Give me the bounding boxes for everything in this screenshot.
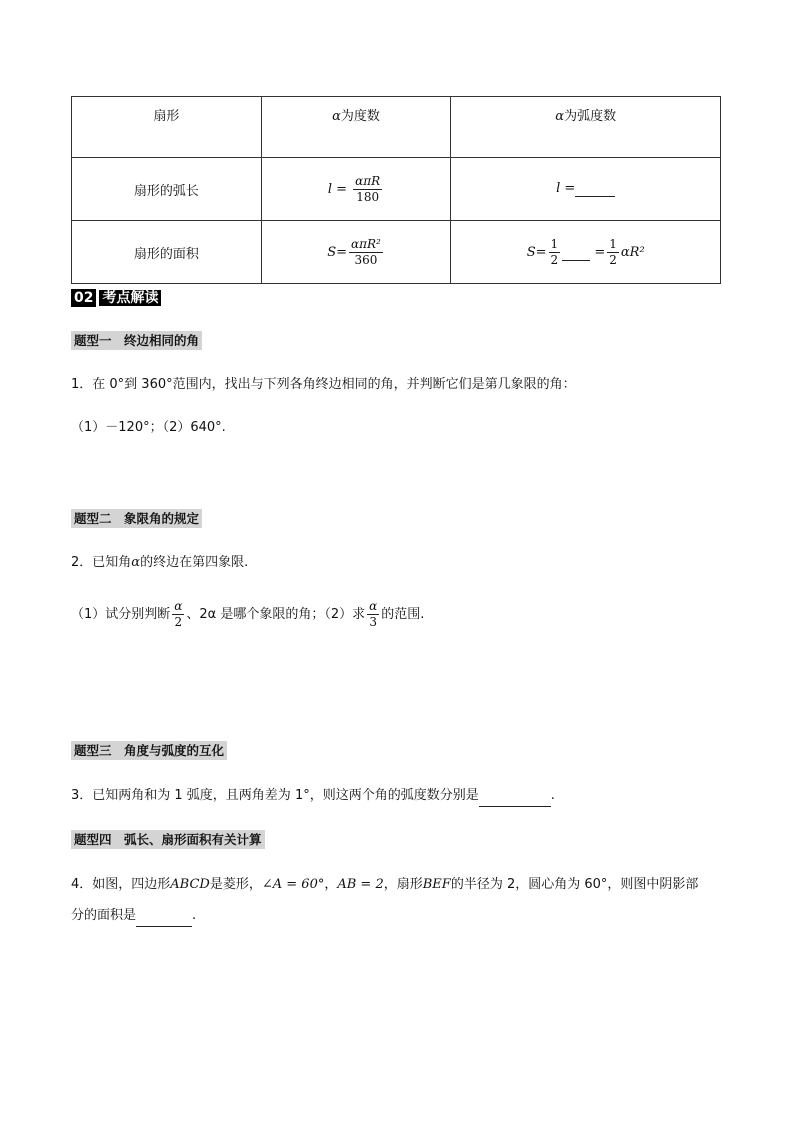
fraction	[367, 599, 379, 630]
question-4-line-2	[71, 906, 196, 927]
fraction-denominator: 2	[609, 252, 617, 267]
fraction	[549, 237, 561, 268]
alpha-symbol: α	[131, 555, 141, 570]
q2-sub-text-1: （1）试分别判断	[71, 607, 171, 622]
equals-sign: =	[594, 244, 606, 260]
question-3-text	[71, 786, 555, 807]
header-degree-text: 为度数	[340, 109, 380, 124]
q4-sep: ，	[324, 877, 338, 892]
row-label-arc: 扇形的弧长	[72, 158, 262, 221]
question-type-tag-3: 题型三 角度与弧度的互化	[71, 741, 227, 760]
sector-formula-table	[71, 96, 721, 284]
formula-tail: αR²	[620, 244, 645, 260]
fraction-numerator: 1	[550, 236, 559, 251]
fraction-denominator: 2	[550, 252, 559, 267]
fraction-denominator: 180	[356, 189, 380, 204]
table-header-row	[72, 97, 721, 158]
arc-radian-formula	[451, 158, 721, 221]
section-title: 考点解读	[99, 290, 161, 306]
formula-lhs: S=	[327, 244, 348, 260]
fraction	[172, 599, 184, 630]
table-row-area	[72, 221, 721, 284]
q4-angle: ∠A = 60°	[261, 877, 325, 892]
fraction	[353, 174, 382, 205]
q4-bef: BEF	[422, 877, 451, 892]
fraction-numerator: α	[174, 599, 183, 613]
header-radian-text: 为弧度数	[564, 109, 617, 124]
question-1-subparts: （1）－120°；（2）640°.	[71, 420, 226, 435]
q4-text-b: 是菱形，	[209, 877, 262, 892]
header-sector: 扇形	[72, 97, 262, 158]
fraction-numerator: απR	[355, 173, 381, 188]
alpha-symbol: α	[555, 109, 565, 124]
header-degree	[261, 97, 451, 158]
fraction-denominator: 3	[369, 615, 378, 629]
q2-sub-text-2: 、2α 是哪个象限的角；（2）求	[186, 607, 366, 622]
header-radian	[451, 97, 721, 158]
answer-blank	[136, 906, 192, 927]
q4-end: .	[192, 908, 197, 923]
formula-lhs: S=	[526, 244, 547, 260]
area-degree-formula	[261, 221, 451, 284]
question-type-tag-4: 题型四 弧长、扇形面积有关计算	[71, 830, 265, 849]
formula-lhs: l =	[327, 181, 348, 197]
q4-text-c: ，扇形	[383, 877, 423, 892]
answer-blank	[479, 786, 551, 807]
answer-blank	[562, 245, 590, 261]
fraction-numerator: απR²	[351, 236, 381, 251]
section-number: 02	[71, 289, 96, 307]
row-label-area: 扇形的面积	[72, 221, 262, 284]
q2-text-b: 的终边在第四象限.	[140, 555, 249, 570]
q4-text-a: 4．如图，四边形	[71, 877, 171, 892]
q4-text-d: 的半径为 2，圆心角为 60°，则图中阴影部	[450, 877, 699, 892]
arc-degree-formula	[261, 158, 451, 221]
question-4-line-1	[71, 875, 698, 895]
question-2-text	[71, 553, 248, 573]
answer-blank	[575, 181, 615, 197]
fraction	[607, 237, 619, 268]
question-type-tag-1: 题型一 终边相同的角	[71, 331, 202, 350]
q4-ab: AB = 2	[337, 877, 384, 892]
fraction-denominator: 2	[174, 615, 183, 629]
fraction-numerator: α	[369, 599, 378, 613]
q4-abcd: ABCD	[170, 877, 210, 892]
q3-text: 3．已知两角和为 1 弧度，且两角差为 1°，则这两个角的弧度数分别是	[71, 788, 479, 803]
question-2-subparts	[71, 599, 424, 630]
area-radian-formula	[451, 221, 721, 284]
alpha-symbol: α	[332, 109, 341, 124]
fraction	[349, 237, 383, 268]
table-row-arc-length	[72, 158, 721, 221]
question-type-tag-2: 题型二 象限角的规定	[71, 509, 202, 528]
formula-lhs: l =	[556, 181, 576, 196]
q2-sub-text-3: 的范围.	[381, 607, 425, 622]
q2-text-a: 2．已知角	[71, 555, 132, 570]
q3-end: .	[550, 788, 555, 803]
fraction-numerator: 1	[609, 236, 617, 251]
q4-line2-text: 分的面积是	[71, 908, 137, 923]
fraction-denominator: 360	[354, 252, 378, 267]
question-1-text: 1．在 0°到 360°范围内，找出与下列各角终边相同的角，并判断它们是第几象限的角：	[71, 377, 576, 392]
section-heading	[71, 287, 161, 307]
